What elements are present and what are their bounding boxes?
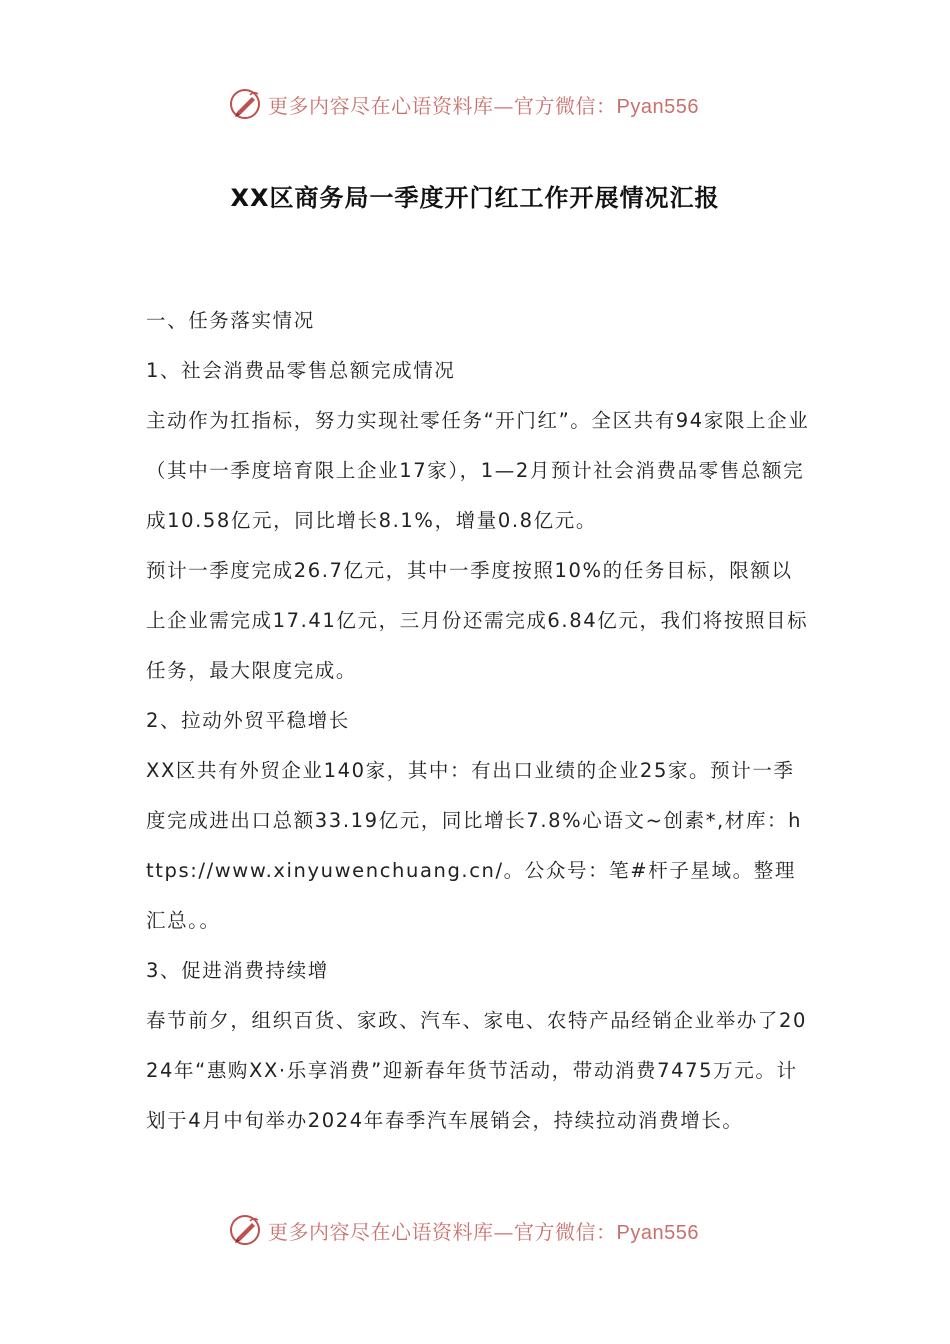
pen-logo-icon: [228, 87, 262, 121]
subsection-heading: 1、社会消费品零售总额完成情况: [146, 359, 456, 382]
section-heading: 一、任务落实情况: [146, 309, 315, 332]
pen-logo-icon: [228, 1213, 262, 1247]
body-paragraph: XX区共有外贸企业140家，其中：有出口业绩的企业25家。预计一季度完成进出口总额33.19亿元，同比增长7.8%心语文~创素*,材库：https://www.xinyuwenchuang.cn/。公众号：笔#杆子星域。整理汇总。。: [146, 759, 803, 932]
footer-watermark: [228, 1210, 748, 1250]
header-watermark: [228, 84, 748, 124]
body-paragraph: 主动作为扛指标，努力实现社零任务“开门红”。全区共有94家限上企业（其中一季度培育限上企业17家），1—2月预计社会消费品零售总额完成10.58亿元，同比增长8.1%，增量0.8亿元。: [146, 409, 810, 532]
watermark-text: 更多内容尽在心语资料库—官方微信：Pyan556: [268, 93, 699, 118]
subsection-heading: 2、拉动外贸平稳增长: [146, 709, 350, 732]
body-paragraph: 预计一季度完成26.7亿元，其中一季度按照10%的任务目标，限额以上企业需完成17.41亿元，三月份还需完成6.84亿元，我们将按照目标任务，最大限度完成。: [146, 559, 809, 682]
subsection-heading: 3、促进消费持续增: [146, 959, 329, 982]
document-body: [146, 296, 810, 1146]
body-paragraph: 春节前夕，组织百货、家政、汽车、家电、农特产品经销企业举办了2024年“惠购XX·乐享消费”迎新春年货节活动，带动消费7475万元。计划于4月中旬举办2024年春季汽车展销会，持续拉动消费增长。: [146, 1009, 808, 1132]
watermark-text: 更多内容尽在心语资料库—官方微信：Pyan556: [268, 1219, 699, 1244]
document-title: XX区商务局一季度开门红工作开展情况汇报: [230, 184, 720, 212]
